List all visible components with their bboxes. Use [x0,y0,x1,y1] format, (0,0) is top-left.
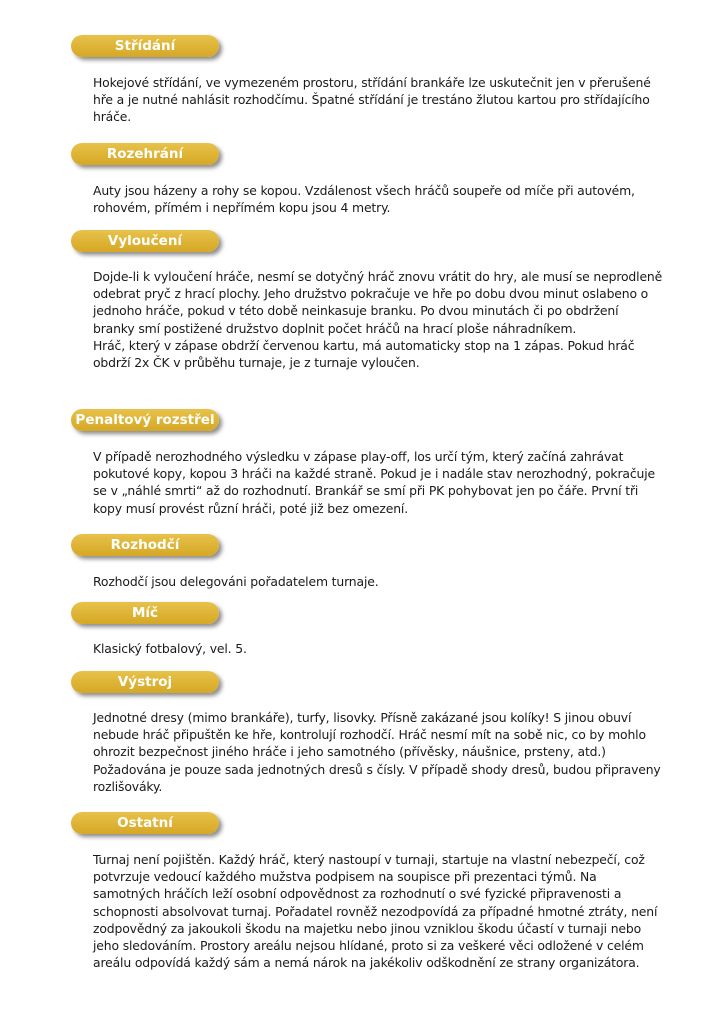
section-body-rozhodci [93,573,663,590]
section-heading-vystroj: Výstroj [71,671,219,693]
section-body-stridani [93,74,663,126]
section-body-vystroj [93,709,663,795]
paragraph: Hráč, který v zápase obdrží červenou kartu, má automaticky stop na 1 zápas. Pokud hráč obdrží 2x ČK v průběhu turnaje, je z turnaje vyloučen. [93,337,635,371]
paragraph: Rozhodčí jsou delegováni pořadatelem turnaje. [93,574,379,589]
paragraph: Dojde-li k vyloučení hráče, nesmí se dotyčný hráč znovu vrátit do hry, ale musí se neprodleně odebrat pryč z hrací plochy. Jeho družstvo pokračuje ve hře po dobu dvou minut oslabeno o jednoho hráče, pokud v této době neinkasuje branku. Po dvou minutách či po obdržení branky smí postižené družstvo doplnit počet hráčů na hrací ploše náhradníkem. [93,269,663,336]
section-body-penaltovy-rozstrel [93,448,663,517]
section-heading-ostatni: Ostatní [71,812,219,834]
section-heading-vylouceni: Vyloučení [71,230,219,252]
paragraph: Auty jsou házeny a rohy se kopou. Vzdálenost všech hráčů soupeře od míče při autovém, rohovém, přímém i nepřímém kopu jsou 4 metry. [93,183,635,216]
section-body-ostatni [93,851,663,971]
section-body-rozehrani [93,182,663,216]
paragraph: Klasický fotbalový, vel. 5. [93,641,247,656]
section-body-vylouceni [93,268,663,371]
section-heading-mic: Míč [71,602,219,624]
paragraph: Turnaj není pojištěn. Každý hráč, který nastoupí v turnaji, startuje na vlastní nebezpečí, což potvrzuje vedoucí každého mužstva podpisem na soupisce při prezentaci týmů. Na samotných hráčích leží osobní odpovědnost za rozhodnutí o své fyzické připravenosti a schopnosti absolvovat turnaj. Pořadatel rovněž nezodpovídá za případné hmotné ztráty, není zodpovědný za jakoukoli škodu na majetku nebo jinou vzniklou škodu účastí v turnaji nebo jeho sledováním. Prostory areálu nejsou hlídané, proto si za veškeré věci odložené v celém areálu odpovídá každý sám a nemá nárok na jakékoliv odškodnění ze strany organizátora. [93,852,658,971]
section-heading-rozehrani: Rozehrání [71,143,219,165]
section-heading-penaltovy-rozstrel: Penaltový rozstřel [71,409,219,431]
section-body-mic [93,640,663,657]
section-heading-stridani: Střídání [71,35,219,57]
paragraph: Jednotné dresy (mimo brankáře), turfy, lisovky. Přísně zakázané jsou kolíky! S jinou obuví nebude hráč připuštěn ke hře, kontrolují rozhodčí. Hráč nesmí mít na sobě nic, co by mohlo ohrozit bezpečnost jiného hráče i jeho samotného (přívěsky, náušnice, prsteny, atd.) Požadována je pouze sada jednotných dresů s čísly. V případě shody dresů, budou připraveny rozlišováky. [93,710,661,794]
section-heading-rozhodci: Rozhodčí [71,534,219,556]
paragraph: V případě nerozhodného výsledku v zápase play-off, los určí tým, který začíná zahrávat pokutové kopy, kopou 3 hráči na každé straně. Pokud je i nadále stav nerozhodný, pokračuje se v „náhlé smrti“ až do rozhodnutí. Brankář se smí při PK pohybovat jen po čáře. První tři kopy musí provést různí hráči, poté již bez omezení. [93,449,655,516]
paragraph: Hokejové střídání, ve vymezeném prostoru, střídání brankáře lze uskutečnit jen v přerušené hře a je nutné nahlásit rozhodčímu. Špatné střídání je trestáno žlutou kartou pro střídajícího hráče. [93,75,651,125]
